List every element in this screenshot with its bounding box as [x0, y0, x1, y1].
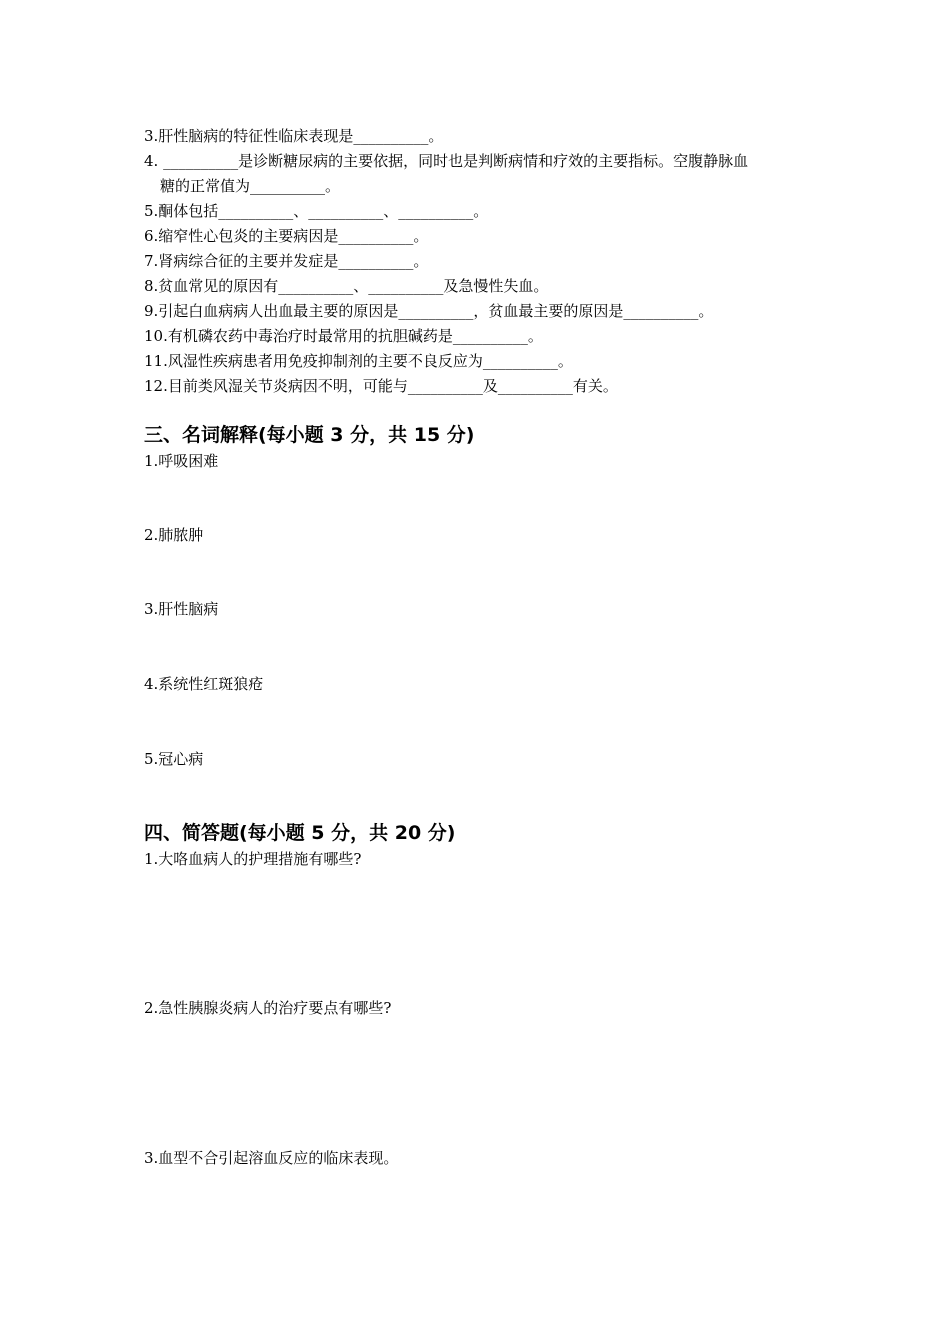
fill-in-question-3: 3.肝性脑病的特征性临床表现是__________。 [144, 127, 444, 145]
term-item-5: 5.冠心病 [144, 750, 204, 768]
fill-in-question-5: 5.酮体包括__________、__________、__________。 [144, 202, 489, 220]
fill-in-question-6: 6.缩窄性心包炎的主要病因是__________。 [144, 227, 429, 245]
term-item-2: 2.肺脓肿 [144, 526, 204, 544]
term-item-3: 3.肝性脑病 [144, 600, 219, 618]
term-item-1: 1.呼吸困难 [144, 452, 219, 470]
section-3-heading: 三、名词解释(每小题 3 分，共 15 分) [144, 424, 475, 446]
fill-in-question-4-continued: 糖的正常值为__________。 [160, 177, 341, 195]
fill-in-question-7: 7.肾病综合征的主要并发症是__________。 [144, 252, 429, 270]
short-answer-2: 2.急性胰腺炎病人的治疗要点有哪些? [144, 999, 392, 1017]
fill-in-question-4: 4. __________是诊断糖尿病的主要依据，同时也是判断病情和疗效的主要指标。空腹静脉血 [144, 152, 749, 170]
short-answer-3: 3.血型不合引起溶血反应的临床表现。 [144, 1149, 399, 1167]
fill-in-question-8: 8.贫血常见的原因有__________、__________及急慢性失血。 [144, 277, 549, 295]
fill-in-question-12: 12.目前类风湿关节炎病因不明，可能与__________及__________有关。 [144, 377, 618, 395]
fill-in-question-11: 11.风湿性疾病患者用免疫抑制剂的主要不良反应为__________。 [144, 352, 573, 370]
short-answer-1: 1.大咯血病人的护理措施有哪些? [144, 850, 362, 868]
term-item-4: 4.系统性红斑狼疮 [144, 675, 264, 693]
fill-in-question-9: 9.引起白血病病人出血最主要的原因是__________，贫血最主要的原因是__________。 [144, 302, 714, 320]
section-4-heading: 四、简答题(每小题 5 分，共 20 分) [144, 822, 456, 844]
fill-in-question-10: 10.有机磷农药中毒治疗时最常用的抗胆碱药是__________。 [144, 327, 543, 345]
